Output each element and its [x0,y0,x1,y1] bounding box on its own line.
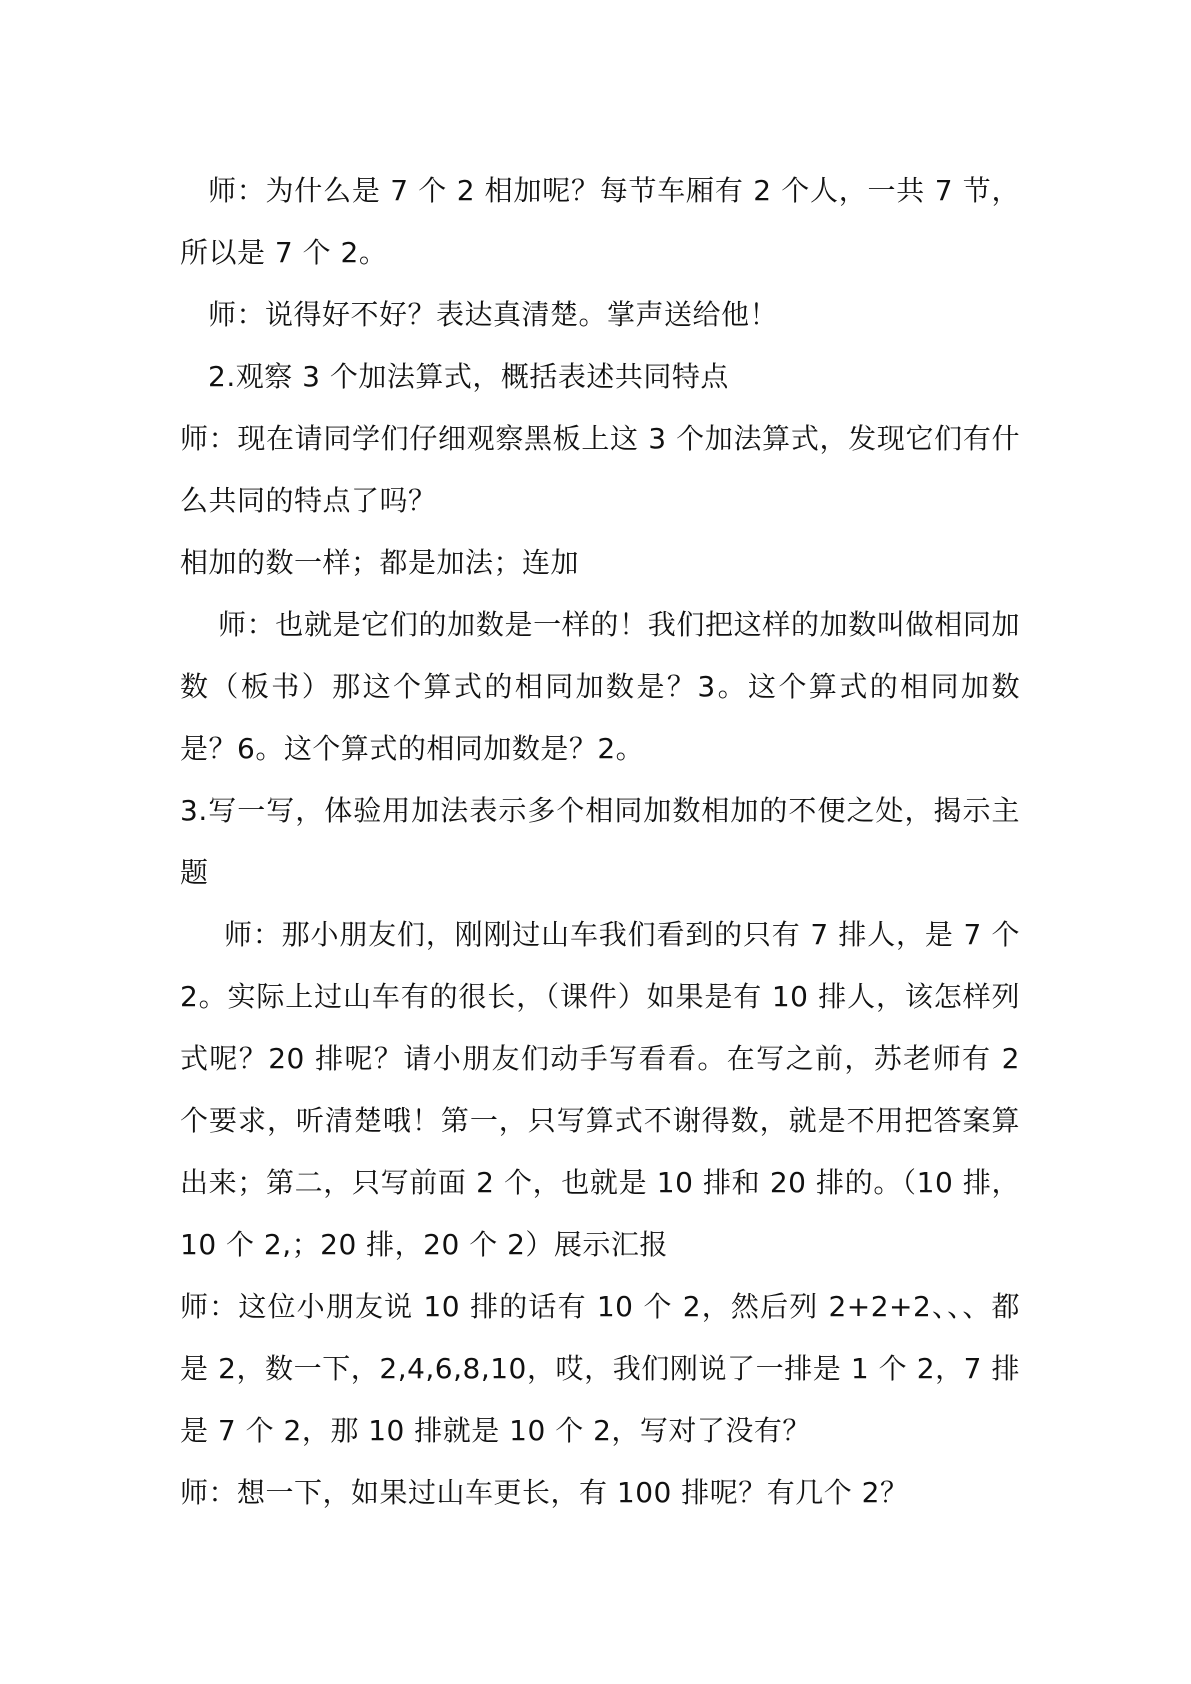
paragraph-teacher-praise: 师：说得好不好？表达真清楚。掌声送给他！ [208,298,779,331]
paragraph-teacher-why-seven-twos: 师：为什么是 7 个 2 相加呢？每节车厢有 2 个人，一共 7 节，所以是 7 个 2。 [180,174,1020,269]
paragraph-teacher-observe-question: 师：现在请同学们仔细观察黑板上这 3 个加法算式，发现它们有什么共同的特点了吗？ [180,422,1020,517]
paragraph-teacher-ten-rows: 师：这位小朋友说 10 排的话有 10 个 2，然后列 2+2+2、、、都是 2，数一下，2,4,6,8,10，哎，我们刚说了一排是 1 个 2，7 排是 7 个 2，那 10 排就是 10 个 2，写对了没有？ [180,1290,1020,1447]
paragraph-teacher-same-addend: 师：也就是它们的加数是一样的！我们把这样的加数叫做相同加数（板书）那这个算式的相同加数是？3。这个算式的相同加数是？6。这个算式的相同加数是？2。 [180,608,1020,765]
heading-step-2-observe: 2.观察 3 个加法算式，概括表述共同特点 [208,360,729,393]
document-page [180,160,1020,1524]
heading-step-3-write: 3.写一写，体验用加法表示多个相同加数相加的不便之处，揭示主题 [180,794,1020,889]
paragraph-teacher-roller-coaster: 师：那小朋友们，刚刚过山车我们看到的只有 7 排人，是 7 个 2。实际上过山车有的很长，（课件）如果是有 10 排人，该怎样列式呢？20 排呢？请小朋友们动手写看看。在写之前，苏老师有 2 个要求，听清楚哦！第一，只写算式不谢得数，就是不用把答案算出来；第二，只写前面 2 个，也就是 10 排和 20 排的。（10 排，10 个 2,；20 排，20 个 2）展示汇报 [180,918,1020,1261]
paragraph-student-answers: 相加的数一样；都是加法；连加 [180,546,580,579]
paragraph-teacher-hundred-rows: 师：想一下，如果过山车更长，有 100 排呢？有几个 2？ [180,1476,909,1509]
